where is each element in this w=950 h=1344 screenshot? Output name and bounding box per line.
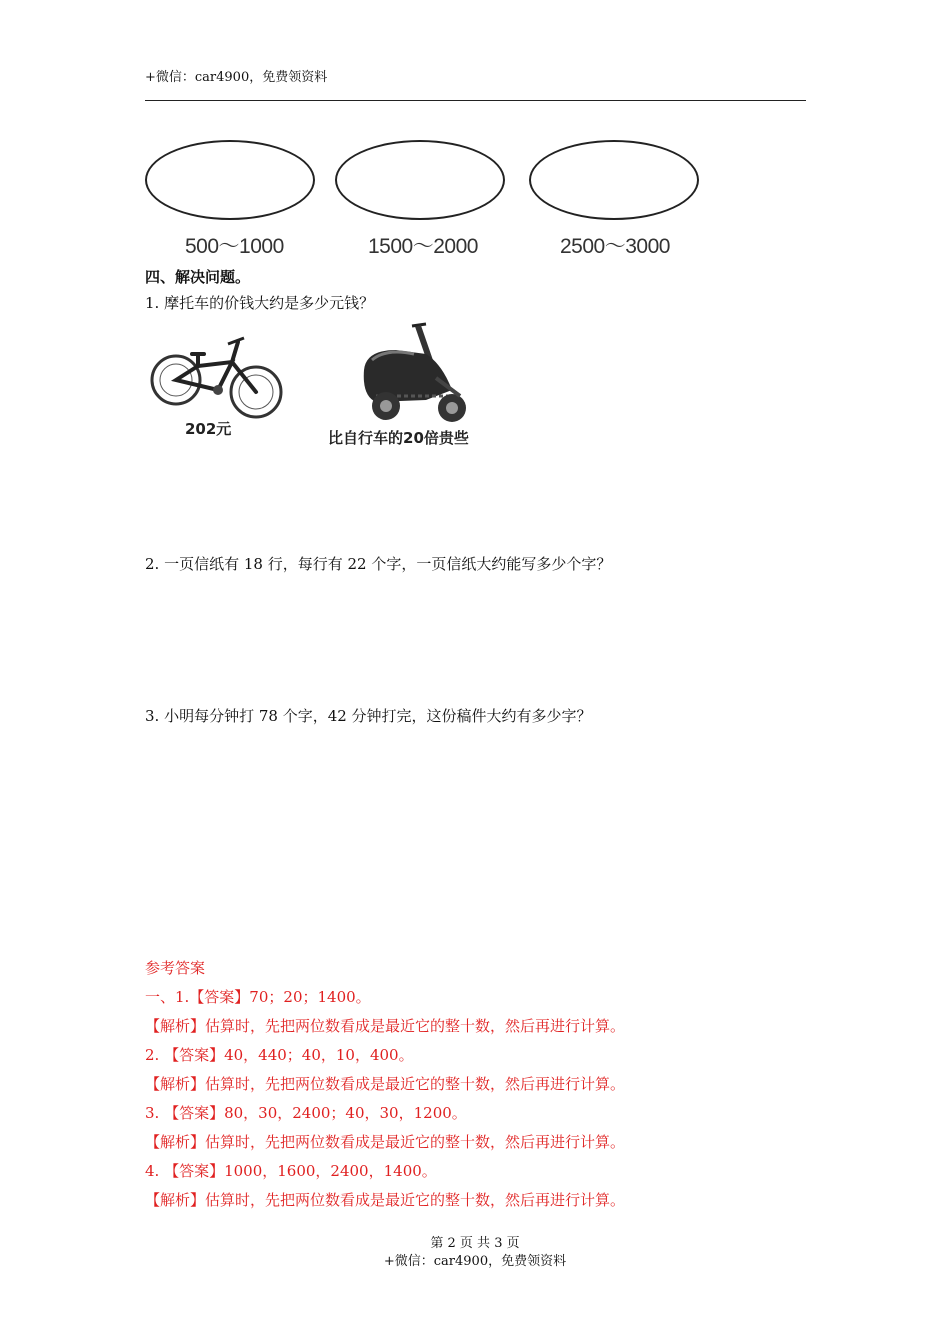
bicycle-caption: 202元 [185, 420, 232, 438]
answer-line: 2. 【答案】40，440；40，10，400。 [145, 1046, 414, 1064]
motorcycle-caption: 比自行车的20倍贵些 [328, 429, 469, 447]
range-oval-1 [145, 140, 315, 220]
page-number: 第 2 页 共 3 页 [430, 1236, 520, 1251]
section-title: 四、解决问题。 [145, 268, 251, 286]
answer-line: 一、1.【答案】70；20；1400。 [145, 988, 371, 1006]
range-oval-3 [529, 140, 699, 220]
answer-line: 3. 【答案】80，30，2400；40，30，1200。 [145, 1104, 467, 1122]
analysis-line: 【解析】估算时，先把两位数看成是最近它的整十数，然后再进行计算。 [145, 1133, 626, 1151]
bicycle-image [148, 336, 288, 422]
answers-title: 参考答案 [145, 959, 206, 977]
question-1: 1. 摩托车的价钱大约是多少元钱？ [145, 294, 375, 312]
header-text: +微信：car4900，免费领资料 [145, 70, 328, 85]
answer-line: 4. 【答案】1000，1600，2400，1400。 [145, 1162, 437, 1180]
range-label-3: 2500～3000 [560, 235, 670, 258]
analysis-line: 【解析】估算时，先把两位数看成是最近它的整十数，然后再进行计算。 [145, 1017, 626, 1035]
range-label-1: 500～1000 [185, 235, 284, 258]
analysis-line: 【解析】估算时，先把两位数看成是最近它的整十数，然后再进行计算。 [145, 1075, 626, 1093]
range-oval-2 [335, 140, 505, 220]
range-label-2: 1500～2000 [368, 235, 478, 258]
analysis-line: 【解析】估算时，先把两位数看成是最近它的整十数，然后再进行计算。 [145, 1191, 626, 1209]
motorcycle-image [356, 320, 476, 426]
question-2: 2. 一页信纸有 18 行，每行有 22 个字，一页信纸大约能写多少个字？ [145, 555, 612, 573]
question-3: 3. 小明每分钟打 78 个字，42 分钟打完，这份稿件大约有多少字？ [145, 707, 592, 725]
header-rule [145, 100, 806, 101]
footer-text: +微信：car4900，免费领资料 [383, 1254, 567, 1269]
